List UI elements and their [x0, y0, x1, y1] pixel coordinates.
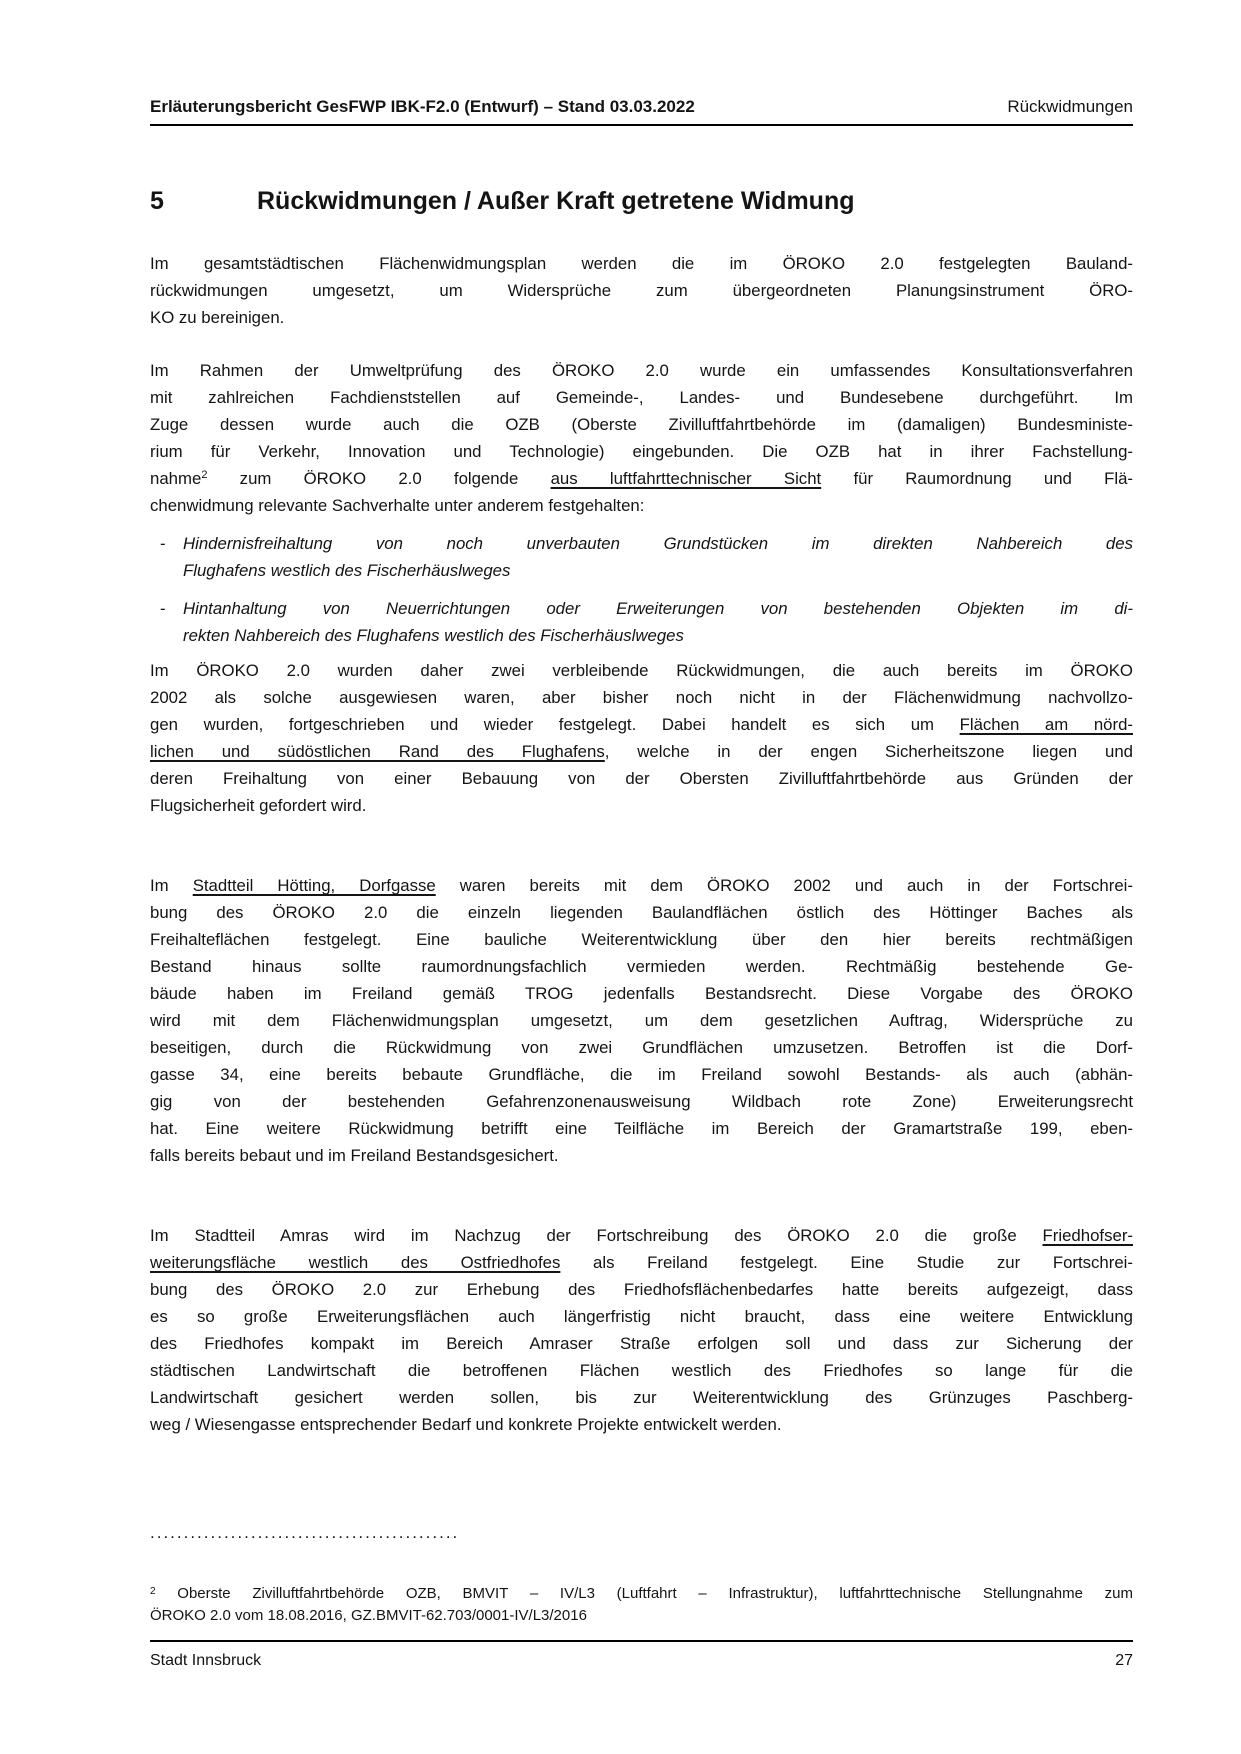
footnote: [150, 1583, 1133, 1627]
text-line: Hindernisfreihaltung von noch unverbauten Grundstücken im direkten Nahbereich des: [183, 534, 1133, 553]
text-line: 2002 als solche ausgewiesen waren, aber bisher noch nicht in der Flächenwidmung nachvollzo-: [150, 688, 1133, 707]
text-line: rekten Nahbereich des Flughafens westlich des Fischerhäuslweges: [183, 626, 684, 645]
text-line: Hintanhaltung von Neuerrichtungen oder Erweiterungen von bestehenden Objekten im di-: [183, 599, 1133, 618]
text-line: rium für Verkehr, Innovation und Technologie) eingebunden. Die OZB hat in ihrer Fachstellung-: [150, 442, 1133, 461]
text-segment: gen wurden, fortgeschrieben und wieder festgelegt. Dabei handelt es sich um: [150, 715, 960, 734]
text-line: Zuge dessen wurde auch die OZB (Oberste Zivilluftfahrtbehörde im (damaligen) Bundesministe-: [150, 415, 1133, 434]
text-line: weg / Wiesengasse entsprechender Bedarf und konkrete Projekte entwickelt werden.: [150, 1415, 782, 1434]
text-line: Im Rahmen der Umweltprüfung des ÖROKO 2.0 wurde ein umfassendes Konsultationsverfahren: [150, 361, 1133, 380]
page-footer: [150, 1640, 1133, 1671]
paragraph: [150, 250, 1133, 331]
section-heading: [150, 186, 1133, 216]
underlined-text: lichen und südöstlichen Rand des Flughafens: [150, 742, 605, 761]
text-line: [150, 1222, 1133, 1249]
bullet-item: [150, 530, 1133, 584]
document-body: [150, 250, 1133, 1438]
text-line: chenwidmung relevante Sachverhalte unter anderem festgehalten:: [150, 496, 645, 515]
paragraph: [150, 657, 1133, 819]
underlined-text: Flächen am nörd-: [959, 715, 1133, 734]
text-line: Flughafens westlich des Fischerhäuslweges: [183, 561, 511, 580]
text-line: Im gesamtstädtischen Flächenwidmungsplan werden die im ÖROKO 2.0 festgelegten Bauland-: [150, 254, 1133, 273]
text-line: gig von der bestehenden Gefahrenzonenausweisung Wildbach rote Zone) Erweiterungsrecht: [150, 1092, 1133, 1111]
text-line: hat. Eine weitere Rückwidmung betrifft eine Teilfläche im Bereich der Gramartstraße 199, eben-: [150, 1119, 1133, 1138]
text-line: gasse 34, eine bereits bebaute Grundfläche, die im Freiland sowohl Bestands- als auch (abhän-: [150, 1065, 1133, 1084]
text-line: bung des ÖROKO 2.0 die einzeln liegenden Baulandflächen östlich des Höttinger Baches als: [150, 903, 1133, 922]
text-line: beseitigen, durch die Rückwidmung von zwei Grundflächen umzusetzen. Betroffen ist die Dorf-: [150, 1038, 1133, 1057]
text-line: falls bereits bebaut und im Freiland Bestandsgesichert.: [150, 1146, 559, 1165]
text-line: [150, 872, 1133, 899]
bullet-item: [150, 595, 1133, 649]
text-line: [150, 1249, 1133, 1276]
text-line: [150, 711, 1133, 738]
text-line: Flugsicherheit gefordert wird.: [150, 796, 367, 815]
paragraph: [150, 357, 1133, 519]
text-segment: nahme: [150, 469, 202, 488]
header-document-title: Erläuterungsbericht GesFWP IBK-F2.0 (Entwurf) – Stand 03.03.2022: [150, 97, 695, 116]
text-line: Landwirtschaft gesichert werden sollen, bis zur Weiterentwicklung des Grünzuges Paschberg-: [150, 1388, 1133, 1407]
text-line: bäude haben im Freiland gemäß TROG jedenfalls Bestandsrecht. Diese Vorgabe des ÖROKO: [150, 984, 1133, 1003]
text-line: [150, 1583, 1133, 1605]
text-segment: Im Stadtteil Amras wird im Nachzug der Fortschreibung des ÖROKO 2.0 die große: [150, 1226, 1043, 1245]
paragraph: [150, 872, 1133, 1169]
text-segment: für Raumordnung und Flä-: [821, 469, 1134, 488]
text-segment: , welche in der engen Sicherheitszone liegen und: [604, 742, 1133, 761]
section-number: 5: [150, 187, 164, 215]
text-segment: Oberste Zivilluftfahrtbehörde OZB, BMVIT – IV/L3 (Luftfahrt – Infrastruktur), luftfahrttechnische Stellungnahme zum: [155, 1585, 1133, 1602]
bullet-dash-marker: -: [160, 599, 166, 618]
text-line: ÖROKO 2.0 vom 18.08.2016, GZ.BMVIT-62.703/0001-IV/L3/2016: [150, 1607, 587, 1624]
text-segment: waren bereits mit dem ÖROKO 2002 und auch in der Fortschrei-: [435, 876, 1133, 895]
footer-page-number: 27: [1115, 1652, 1133, 1669]
text-line: deren Freihaltung von einer Bebauung von der Obersten Zivilluftfahrtbehörde aus Gründen der: [150, 769, 1133, 788]
text-line: wird mit dem Flächenwidmungsplan umgesetzt, um dem gesetzlichen Auftrag, Widersprüche zu: [150, 1011, 1133, 1030]
footer-organization: Stadt Innsbruck: [150, 1652, 262, 1669]
text-line: Im ÖROKO 2.0 wurden daher zwei verbleibende Rückwidmungen, die auch bereits im ÖROKO: [150, 661, 1133, 680]
footnote-text: [150, 1583, 1133, 1627]
underlined-text: Friedhofser-: [1042, 1226, 1133, 1245]
text-segment: zum ÖROKO 2.0 folgende: [207, 469, 551, 488]
text-line: bung des ÖROKO 2.0 zur Erhebung des Friedhofsflächenbedarfes hatte bereits aufgezeigt, dass: [150, 1280, 1133, 1299]
text-line: [150, 738, 1133, 765]
dotted-divider: ..............................................: [150, 1523, 460, 1542]
text-line: Freihalteflächen festgelegt. Eine bauliche Weiterentwicklung über den hier bereits rechtmäßigen: [150, 930, 1133, 949]
text-line: rückwidmungen umgesetzt, um Widersprüche zum übergeordneten Planungsinstrument ÖRO-: [150, 281, 1133, 300]
underlined-text: aus luftfahrttechnischer Sicht: [550, 469, 822, 488]
text-line: mit zahlreichen Fachdienststellen auf Gemeinde-, Landes- und Bundesebene durchgeführt. Im: [150, 388, 1133, 407]
paragraph: [150, 1222, 1133, 1438]
superscript-marker: 2: [150, 1586, 156, 1597]
text-line: [150, 465, 1133, 492]
text-line: es so große Erweiterungsflächen auch längerfristig nicht braucht, dass eine weitere Entwicklung: [150, 1307, 1133, 1326]
section-title: Rückwidmungen / Außer Kraft getretene Widmung: [257, 187, 855, 215]
superscript-marker: 2: [201, 469, 208, 481]
text-line: des Friedhofes kompakt im Bereich Amraser Straße erfolgen soll und dass zur Sicherung der: [150, 1334, 1133, 1353]
text-line: KO zu bereinigen.: [150, 308, 285, 327]
text-segment: als Freiland festgelegt. Eine Studie zur Fortschrei-: [560, 1253, 1133, 1272]
text-segment: Im: [150, 876, 193, 895]
text-line: städtischen Landwirtschaft die betroffenen Flächen westlich des Friedhofes so lange für die: [150, 1361, 1133, 1380]
text-line: Bestand hinaus sollte raumordnungsfachlich vermieden werden. Rechtmäßig bestehende Ge-: [150, 957, 1133, 976]
underlined-text: Stadtteil Hötting, Dorfgasse: [192, 876, 436, 895]
bullet-dash-marker: -: [160, 534, 166, 553]
page-header: [150, 96, 1133, 126]
header-section-label: Rückwidmungen: [1007, 97, 1133, 116]
underlined-text: weiterungsfläche westlich des Ostfriedhofes: [150, 1253, 561, 1272]
